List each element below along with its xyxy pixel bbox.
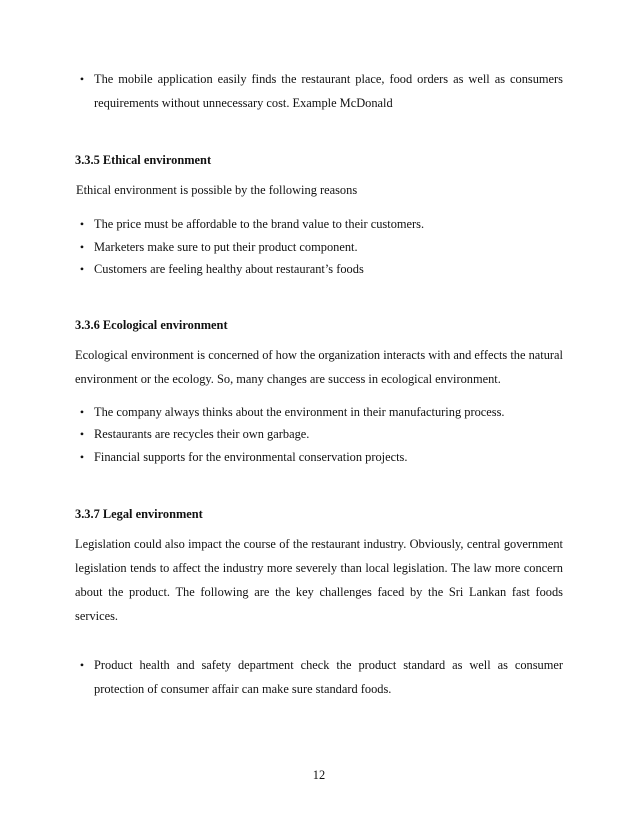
bullet-marker: • [79,450,85,464]
legal-heading: 3.3.7 Legal environment [75,507,203,521]
ethical-bullet-text: The price must be affordable to the brand value to their customers. [94,217,425,231]
ethical-bullet-item [75,235,563,259]
ethical-intro: Ethical environment is possible by the following reasons [76,183,358,197]
ecological-bullet-text: The company always thinks about the environment in their manufacturing process. [94,405,505,419]
ecological-bullet-item [75,400,563,424]
legal-bullet-text: Product health and safety department check the product standard as well as consumer protection of consumer affair can make sure standard foods. [94,658,563,696]
bullet-marker: • [79,262,85,276]
legal-paragraph: Legislation could also impact the course of the restaurant industry. Obviously, central government legislation tends to affect the industry more severely than local legislation. The law more concern about the product. The following are the key challenges faced by the Sri Lankan fast foods services. [75,537,563,623]
ecological-bullet-item [75,422,563,446]
bullet-marker: • [79,427,85,441]
ethical-heading: 3.3.5 Ethical environment [75,153,212,167]
ecological-paragraph: Ecological environment is concerned of how the organization interacts with and effects the natural environment or the ecology. So, many changes are success in ecological environment. [75,348,563,386]
ecological-bullet-text: Restaurants are recycles their own garbage. [94,427,310,441]
ecological-bullet-text: Financial supports for the environmental conservation projects. [94,450,408,464]
ethical-bullet-item [75,212,563,236]
bullet-marker: • [79,405,85,419]
page-number: 12 [312,768,326,782]
bullet-marker: • [79,658,85,672]
bullet-marker: • [79,217,85,231]
intro-bullet-item [75,67,563,115]
bullet-marker: • [79,240,85,254]
ethical-bullet-text: Marketers make sure to put their product component. [94,240,358,254]
intro-bullet-text: The mobile application easily finds the restaurant place, food orders as well as consumers requirements without unnecessary cost. Example McDonald [94,72,563,110]
legal-bullet-item [75,653,563,701]
bullet-marker: • [79,72,85,86]
ethical-bullet-item [75,257,563,281]
ethical-bullet-text: Customers are feeling healthy about restaurant’s foods [94,262,364,276]
ecological-heading: 3.3.6 Ecological environment [75,318,228,332]
ecological-bullet-item [75,445,563,469]
